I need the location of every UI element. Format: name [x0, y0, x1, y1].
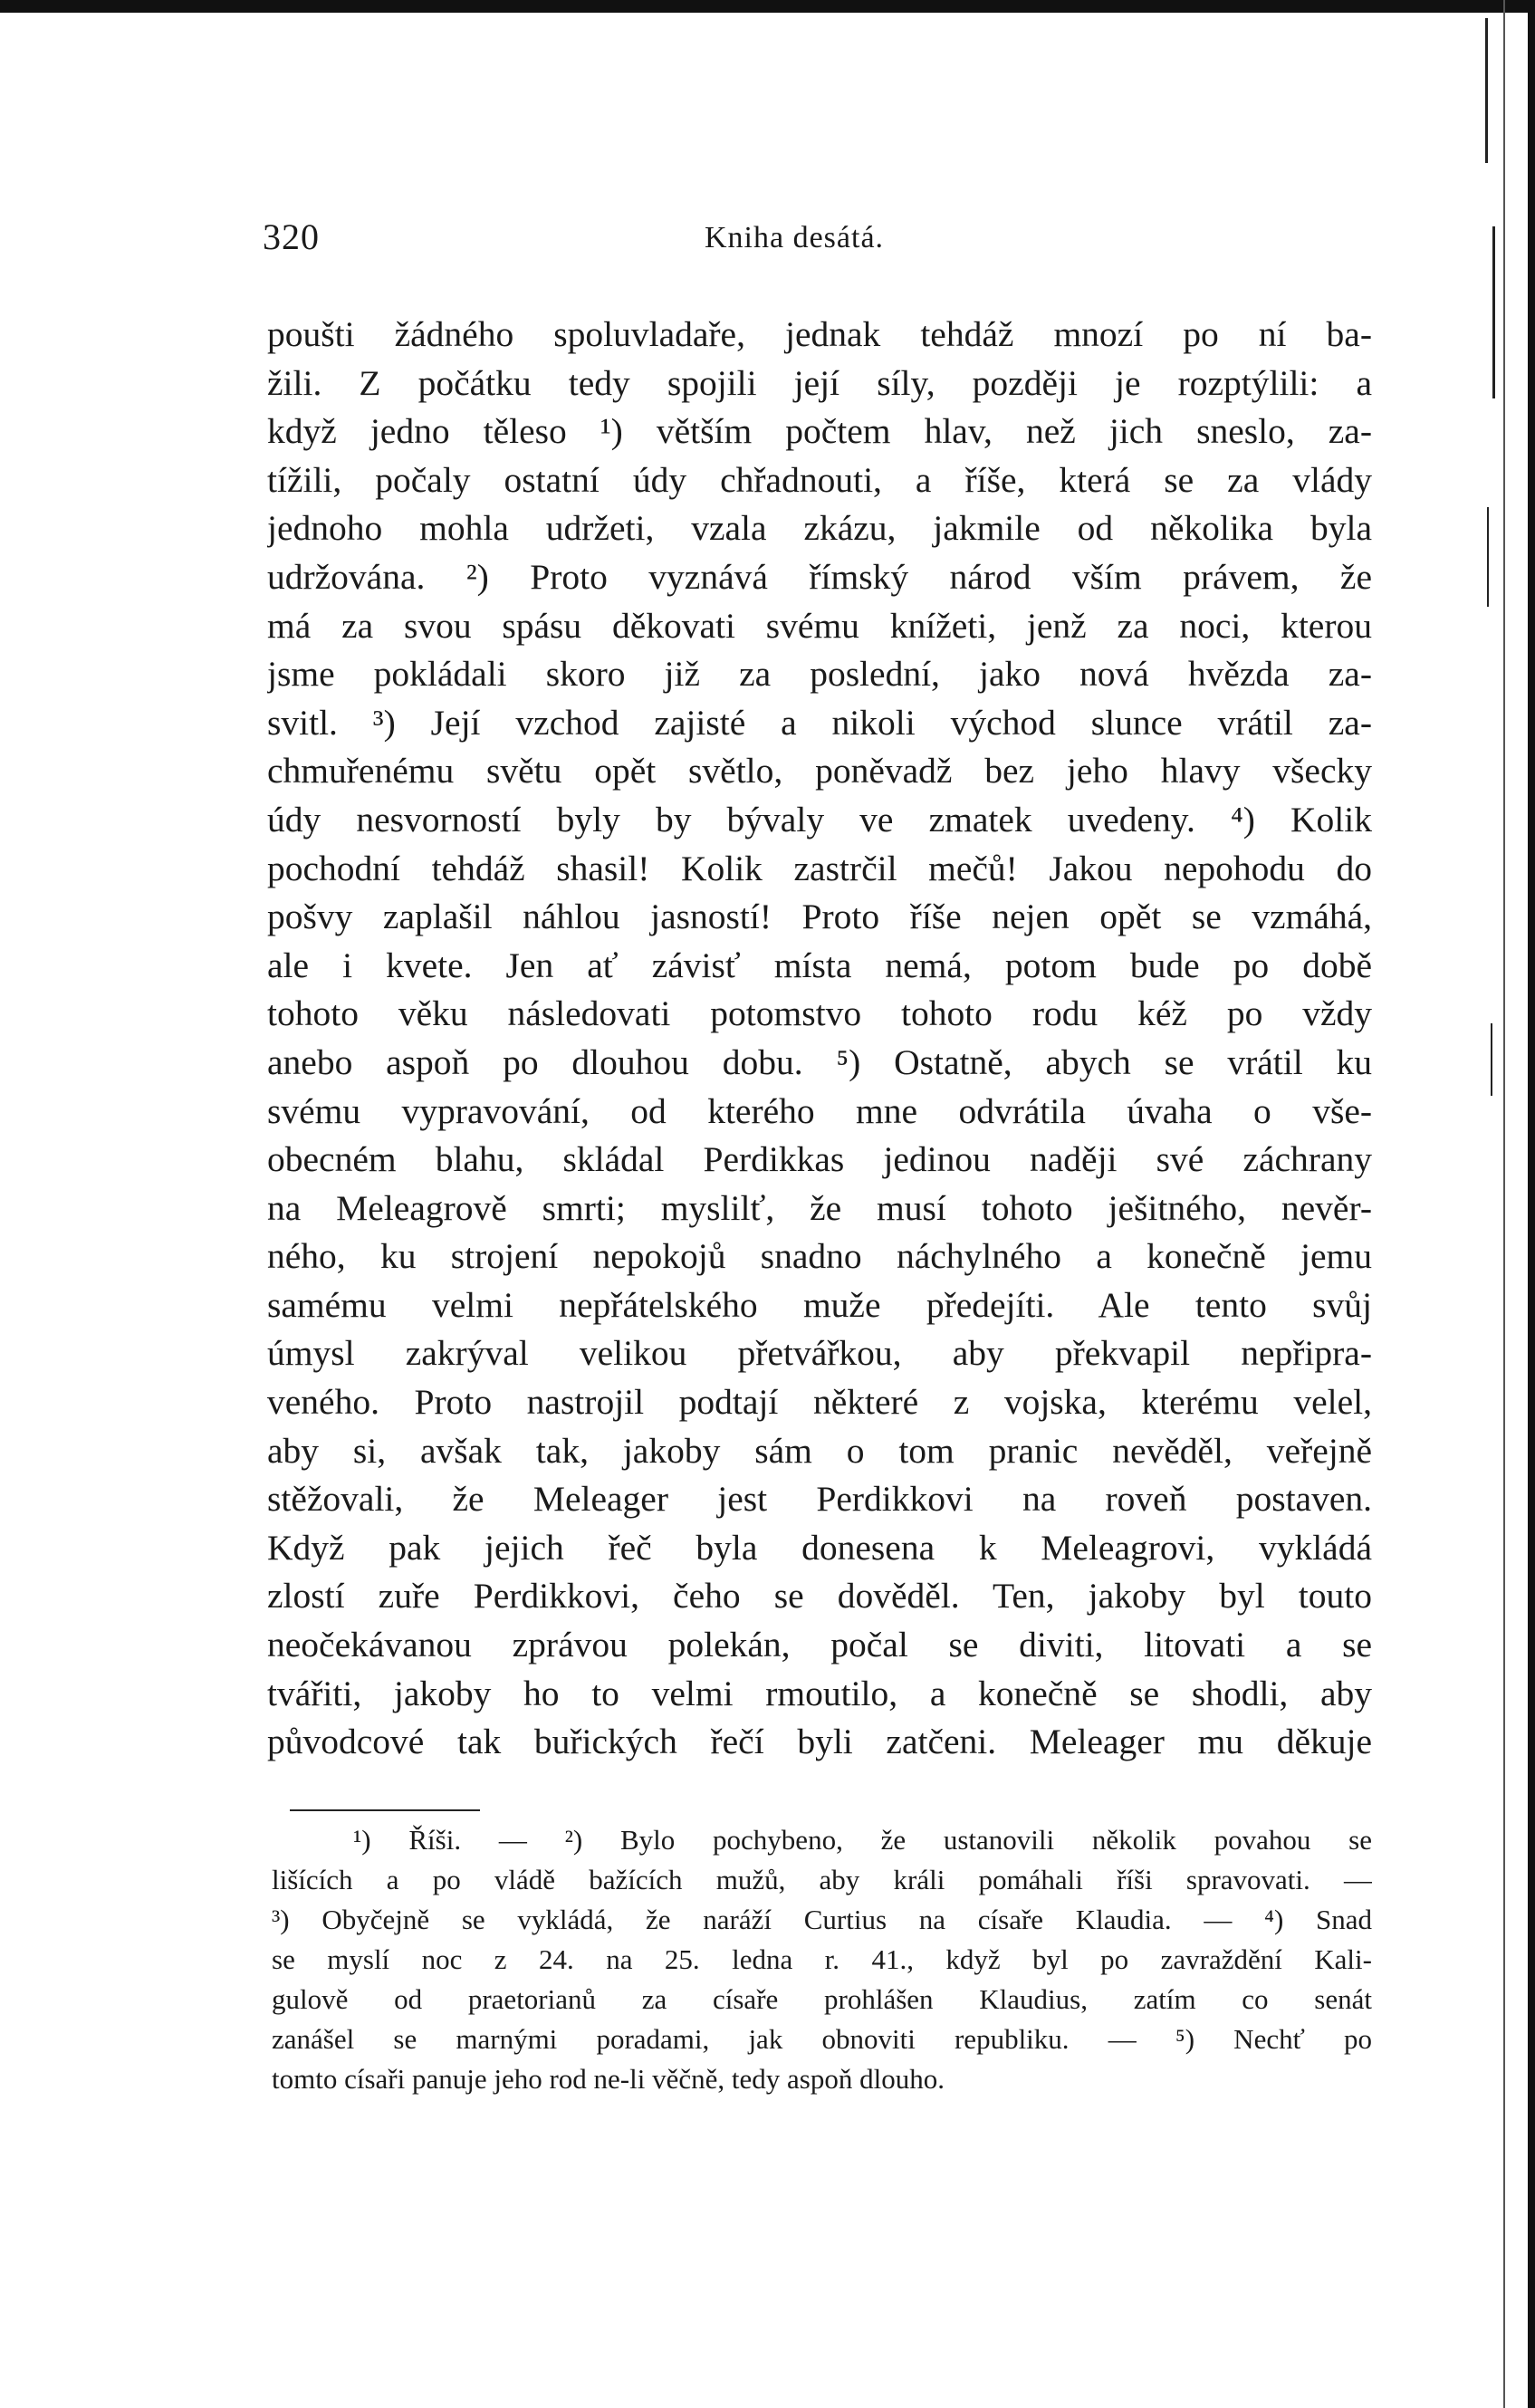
text-line: veného. Proto nastrojil podtají některé z vojska, kterému velel, — [267, 1382, 1372, 1423]
footnote-line: tomto císaři panuje jeho rod ne-li věčně, tedy aspoň dlouho. — [272, 2063, 945, 2095]
footnote-line: gulově od praetorianů za císaře prohlášen Klaudius, zatím co senát — [272, 1983, 1372, 2015]
footnote-line: ³) Obyčejně se vykládá, že naráží Curtius na císaře Klaudia. — ⁴) Snad — [272, 1904, 1372, 1935]
text-line: na Meleagrově smrti; myslilť, že musí tohoto ješitného, nevěr- — [267, 1187, 1372, 1228]
text-line: poušti žádného spoluvladaře, jednak tehdáž mnozí po ní ba- — [267, 314, 1372, 354]
text-line: původcové tak buřických řečí byli zatčeni. Meleager mu děkuje — [267, 1722, 1372, 1762]
page-header — [263, 216, 1367, 270]
text-line: tvářiti, jakoby ho to velmi rmoutilo, a konečně se shodli, aby — [267, 1673, 1372, 1713]
footnote-line: zanášel se marnými poradami, jak obnoviti republiku. — ⁵) Nechť po — [272, 2023, 1372, 2055]
footnote-line: se myslí noc z 24. na 25. ledna r. 41., když byl po zavraždění Kali- — [272, 1943, 1372, 1975]
main-text — [267, 311, 1372, 1767]
text-line: obecném blahu, skládal Perdikkas jedinou naději své záchrany — [267, 1139, 1372, 1180]
page-number: 320 — [263, 216, 320, 257]
footnote-divider — [290, 1809, 480, 1811]
text-line: žili. Z počátku tedy spojili její síly, později je rozptýlili: a — [267, 362, 1372, 403]
scan-right-edge — [1528, 0, 1535, 2408]
text-line: má za svou spásu děkovati svému knížeti, jenž za noci, kterou — [267, 605, 1372, 646]
text-line: anebo aspoň po dlouhou dobu. ⁵) Ostatně, abych se vrátil ku — [267, 1041, 1372, 1082]
text-line: stěžovali, že Meleager jest Perdikkovi na roveň postaven. — [267, 1479, 1372, 1520]
text-line: samému velmi nepřátelského muže předejíti. Ale tento svůj — [267, 1284, 1372, 1325]
text-line: neočekávanou zprávou polekán, počal se diviti, litovati a se — [267, 1625, 1372, 1665]
text-line: svému vypravování, od kterého mne odvrátila úvaha o vše- — [267, 1090, 1372, 1131]
text-line: úmysl zakrýval velikou přetvářkou, aby překvapil nepřipra- — [267, 1333, 1372, 1374]
text-line: tohoto věku následovati potomstvo tohoto rodu kéž po vždy — [267, 993, 1372, 1034]
text-line: zlostí zuře Perdikkovi, čeho se dověděl. Ten, jakoby byl touto — [267, 1576, 1372, 1617]
text-line: údy nesvorností byly by bývaly ve zmatek uvedeny. ⁴) Kolik — [267, 799, 1372, 839]
text-line: ného, ku strojení nepokojů snadno náchylného a konečně jemu — [267, 1236, 1372, 1277]
text-line: pochodní tehdáž shasil! Kolik zastrčil mečů! Jakou nepohodu do — [267, 848, 1372, 888]
footnote-line: ¹) Říši. — ²) Bylo pochybeno, že ustanovili několik povahou se — [353, 1824, 1372, 1856]
scan-binding-shadow — [1485, 0, 1527, 2408]
text-line: svitl. ³) Její vzchod zajisté a nikoli východ slunce vrátil za- — [267, 702, 1372, 743]
text-line: tížili, počaly ostatní údy chřadnouti, a říše, která se za vlády — [267, 459, 1372, 500]
text-line: pošvy zaplašil náhlou jasností! Proto říše nejen opět se vzmáhá, — [267, 897, 1372, 937]
text-line: jednoho mohla udržeti, vzala zkázu, jakmile od několika byla — [267, 508, 1372, 549]
text-line: udržována. ²) Proto vyznává římský národ vším právem, že — [267, 556, 1372, 597]
text-line: aby si, avšak tak, jakoby sám o tom pranic nevěděl, veřejně — [267, 1430, 1372, 1471]
text-line: Když pak jejich řeč byla donesena k Meleagrovi, vykládá — [267, 1527, 1372, 1568]
footnote-line: lišících a po vládě bažících mužů, aby králi pomáhali říši spravovati. — — [272, 1864, 1372, 1895]
footnotes — [272, 1820, 1372, 2099]
text-line: chmuřenému světu opět světlo, poněvadž bez jeho hlavy všecky — [267, 751, 1372, 791]
running-title: Kniha desátá. — [705, 221, 885, 254]
text-line: ale i kvete. Jen ať závisť místa nemá, potom bude po době — [267, 945, 1372, 985]
text-line: jsme pokládali skoro již za poslední, jako nová hvězda za- — [267, 654, 1372, 695]
scan-top-edge — [0, 0, 1535, 13]
text-line: když jedno těleso ¹) větším počtem hlav, než jich sneslo, za- — [267, 411, 1372, 452]
